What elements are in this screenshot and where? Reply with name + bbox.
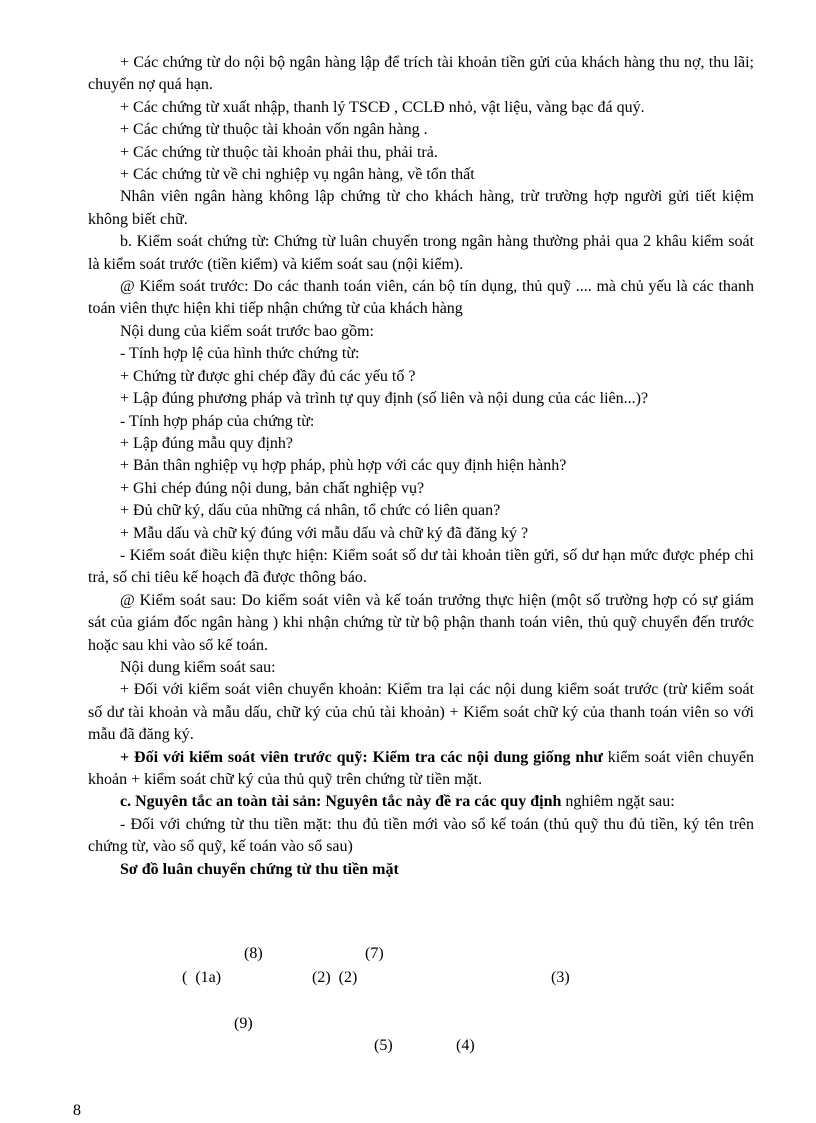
body-text bbox=[88, 52, 754, 881]
paragraph: + Mẫu dấu và chữ ký đúng với mẫu dấu và chữ ký đã đăng ký ? bbox=[120, 524, 529, 542]
paragraph: Nhân viên ngân hàng không lập chứng từ cho khách hàng, trừ trường hợp người gửi tiết kiệm không biết chữ. bbox=[88, 188, 754, 228]
paragraph: + Các chứng từ về chi nghiệp vụ ngân hàng, về tổn thất bbox=[120, 166, 475, 184]
paragraph: @ Kiểm soát sau: Do kiểm soát viên và kế toán trưởng thực hiện (một số trường hợp có sự giám sát của giám đốc ngân hàng ) khi nhận chứng từ từ bộ phận thanh toán viên, thủ quỹ chuyển đến trước hoặc sau khi vào sổ kế toán. bbox=[88, 591, 754, 654]
diagram-title: Sơ đồ luân chuyển chứng từ thu tiền mặt bbox=[120, 860, 399, 878]
page-number: 8 bbox=[73, 1102, 81, 1119]
diagram-label: (7) bbox=[365, 945, 384, 962]
bold-run: + Đối với kiểm soát viên trước quỹ: Kiểm tra các nội dung giống như bbox=[120, 748, 603, 766]
paragraph: + Các chứng từ xuất nhập, thanh lý TSCĐ , CCLĐ nhỏ, vật liệu, vàng bạc đá quý. bbox=[120, 98, 645, 116]
paragraph: + Bản thân nghiệp vụ hợp pháp, phù hợp với các quy định hiện hành? bbox=[120, 457, 567, 475]
paragraph: Nội dung kiểm soát sau: bbox=[120, 658, 276, 676]
paragraph: - Đối với chứng từ thu tiền mặt: thu đủ tiền mới vào sổ kế toán (thủ quỹ thu đủ tiền, ký tên trên chứng từ, vào sổ quỹ, kế toán vào sổ sau) bbox=[88, 815, 754, 856]
diagram-label: (2) (2) bbox=[312, 969, 358, 986]
diagram-label: (8) bbox=[244, 945, 263, 962]
paragraph: + Lập đúng mẫu quy định? bbox=[120, 434, 293, 452]
paragraph: - Kiểm soát điều kiện thực hiện: Kiểm soát số dư tài khoản tiền gửi, số dư hạn mức được phép chi trả, số chi tiêu kế hoạch đã được thông báo. bbox=[88, 546, 754, 587]
paragraph: Nội dung của kiểm soát trước bao gồm: bbox=[120, 322, 374, 340]
bold-run: c. Nguyên tắc an toàn tài sản: Nguyên tắc này đề ra các quy định bbox=[120, 793, 562, 811]
paragraph: b. Kiểm soát chứng từ: Chứng từ luân chuyển trong ngân hàng thường phải qua 2 khâu kiểm soát là kiểm soát trước (tiền kiểm) và kiểm soát sau (nội kiểm). bbox=[88, 233, 754, 273]
diagram-label: ( (1a) bbox=[182, 969, 222, 986]
diagram-label: (5) bbox=[374, 1037, 393, 1054]
paragraph: + Các chứng từ do nội bộ ngân hàng lập để trích tài khoản tiền gửi của khách hàng thu nợ, thu lãi; chuyển nợ quá hạn. bbox=[88, 54, 754, 94]
diagram-label: (3) bbox=[551, 969, 570, 986]
paragraph-quy bbox=[88, 747, 754, 792]
paragraph: + Ghi chép đúng nội dung, bản chất nghiệp vụ? bbox=[120, 479, 425, 497]
paragraph: + Đối với kiểm soát viên chuyển khoản: Kiểm tra lại các nội dung kiểm soát trước (trừ kiểm soát số dư tài khoản và mẫu dấu, chữ ký của chủ tài khoản) + Kiểm soát chữ ký của thanh toán viên so với mẫu đã đăng ký. bbox=[88, 681, 754, 744]
paragraph: - Tính hợp pháp của chứng từ: bbox=[120, 412, 315, 430]
diagram-label: (4) bbox=[456, 1037, 475, 1054]
paragraph: + Đủ chữ ký, dấu của những cá nhân, tổ chức có liên quan? bbox=[120, 502, 501, 520]
paragraph: + Các chứng từ thuộc tài khoản vốn ngân hàng . bbox=[120, 121, 428, 139]
paragraph: + Chứng từ được ghi chép đầy đủ các yếu tố ? bbox=[120, 367, 416, 385]
paragraph: - Tính hợp lệ của hình thức chứng từ: bbox=[120, 345, 360, 363]
paragraph: @ Kiểm soát trước: Do các thanh toán viên, cán bộ tín dụng, thủ quỹ .... mà chủ yếu là các thanh toán viên thực hiện khi tiếp nhận chứng từ của khách hàng bbox=[88, 278, 754, 318]
diagram-label: (9) bbox=[234, 1015, 253, 1032]
normal-run: nghiêm ngặt sau: bbox=[561, 793, 675, 811]
paragraph: + Lập đúng phương pháp và trình tự quy định (số liên và nội dung của các liên...)? bbox=[120, 390, 649, 408]
paragraph: + Các chứng từ thuộc tài khoản phải thu, phải trả. bbox=[120, 143, 438, 161]
section-heading-c bbox=[88, 791, 754, 813]
normal-run: kiểm soát viên chuyển khoản + kiểm soát chữ ký của thủ quỹ trên chứng từ tiền mặt. bbox=[88, 748, 755, 788]
